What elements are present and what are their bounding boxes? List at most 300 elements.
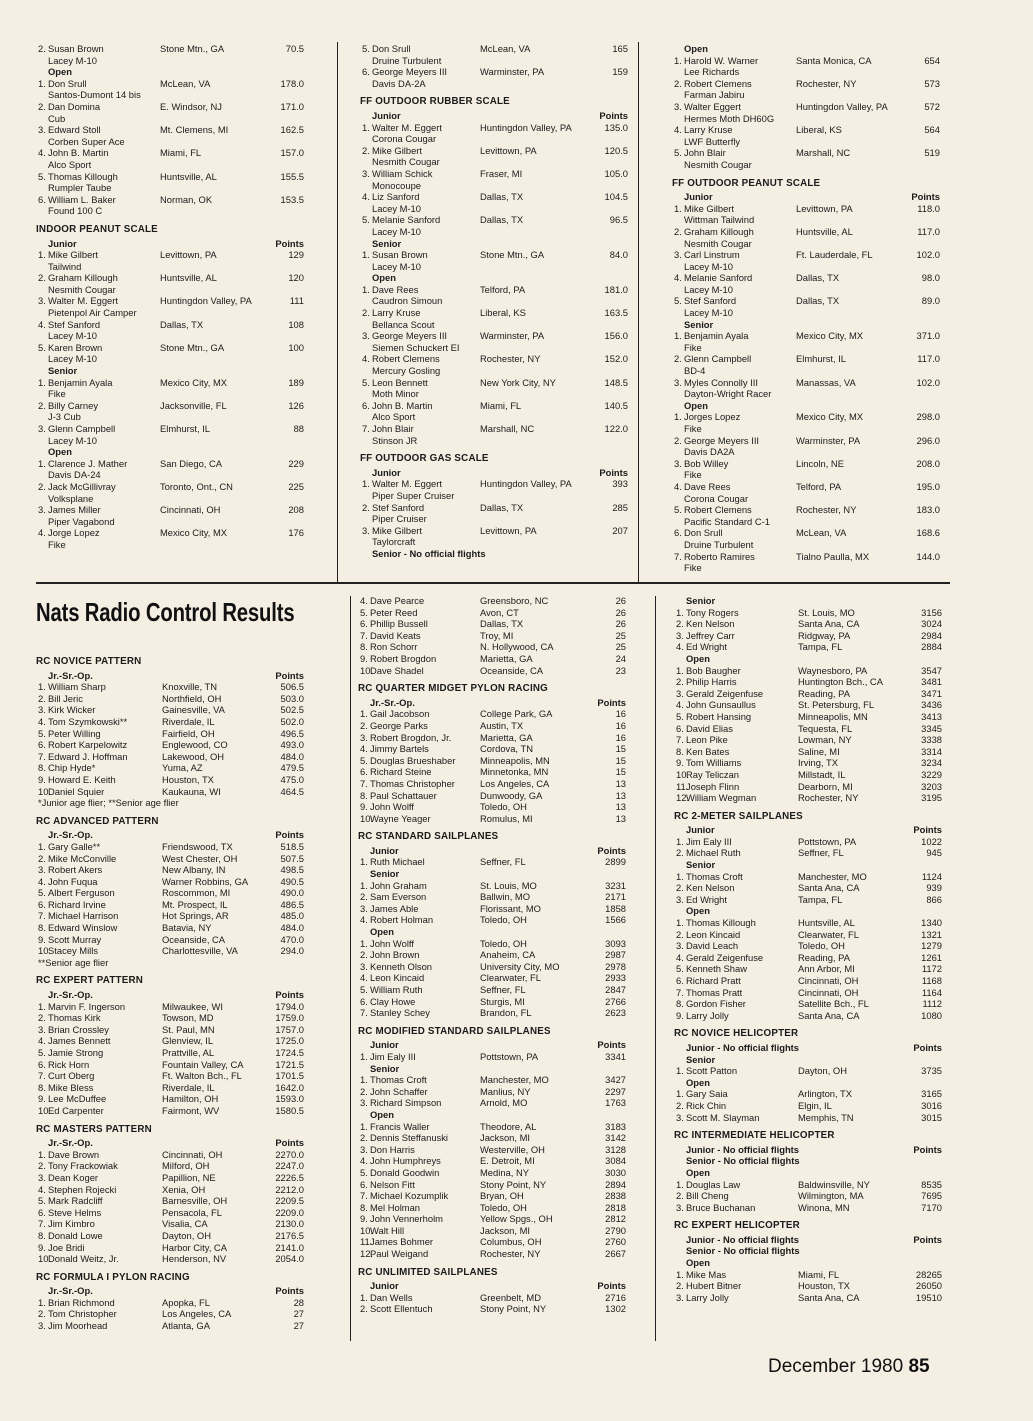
hometown: Warner Robbins, GA	[162, 875, 249, 887]
hometown: Seffner, FL	[480, 984, 526, 995]
contestant-name: Howard E. Keith	[48, 773, 116, 785]
score: 1112	[922, 998, 942, 1010]
result-row	[36, 1024, 308, 1036]
result-row	[674, 871, 946, 883]
contestant-name: James Able	[370, 902, 419, 914]
contestant-name: Donald Goodwin	[370, 1166, 440, 1178]
hometown: Avon, CT	[480, 606, 519, 618]
hometown: Clearwater, FL	[798, 928, 859, 940]
hometown: Fraser, MI	[480, 167, 523, 179]
contestant-name: Douglas Law	[686, 1178, 741, 1190]
hometown: Dearborn, MI	[798, 780, 853, 792]
placing: 4.	[38, 527, 46, 539]
result-row	[36, 945, 308, 957]
hometown: Levittown, PA	[480, 524, 537, 536]
score: 2667	[605, 1248, 626, 1260]
contestant-name: Gerald Zeigenfuse	[686, 687, 764, 699]
contestant-name: Jorges Lopez	[684, 411, 741, 423]
placing: 1.	[360, 708, 368, 720]
score: 1642.0	[275, 1081, 304, 1093]
contestant-name: Dan Wells	[370, 1291, 413, 1303]
result-row	[36, 899, 308, 911]
placing: 2.	[674, 225, 682, 237]
hometown: Marietta, GA	[480, 652, 533, 664]
placing: 9.	[38, 1241, 46, 1253]
aircraft-model: Pacific Standard C-1	[684, 515, 770, 527]
hometown: Cincinnati, OH	[162, 1148, 223, 1160]
result-row	[360, 478, 632, 490]
score: 208.0	[916, 457, 940, 469]
placing: 6.	[38, 1058, 46, 1070]
result-row	[358, 708, 630, 720]
no-flights-note: Junior - No official flights	[686, 1143, 800, 1155]
score: 1080	[921, 1009, 942, 1021]
aircraft-model: Fike	[684, 341, 702, 353]
placing: 4.	[38, 1183, 46, 1195]
category-label: Jr.-Sr.-Op.	[48, 1285, 93, 1297]
result-row	[674, 630, 946, 642]
result-row	[358, 1051, 630, 1063]
result-row	[36, 1047, 308, 1059]
result-row	[36, 1320, 308, 1332]
score: 104.5	[604, 191, 628, 203]
points-column-header: Points	[597, 844, 626, 856]
result-row	[358, 891, 630, 903]
points-column-header: Points	[597, 1280, 626, 1292]
points-column-header: Points	[275, 829, 304, 841]
score: 26050	[915, 1280, 942, 1292]
score: 506.5	[280, 681, 304, 693]
score: 484.0	[280, 750, 304, 762]
placing: 2.	[676, 1190, 684, 1202]
hometown: Jackson, MI	[480, 1224, 531, 1236]
contestant-name: Harold W. Warner	[684, 54, 759, 66]
score: 208	[288, 504, 304, 516]
result-row	[358, 755, 630, 767]
contestant-name: John Fuqua	[48, 875, 98, 887]
hometown: Reading, PA	[798, 951, 850, 963]
placing: 2.	[676, 676, 684, 688]
hometown: Millstadt, IL	[798, 768, 846, 780]
score: 2987	[605, 949, 626, 961]
score: 654	[924, 54, 940, 66]
score: 3016	[921, 1099, 942, 1111]
placing: 2.	[38, 692, 46, 704]
score: 3341	[605, 1050, 626, 1062]
score: 2894	[605, 1178, 626, 1190]
hometown: Greensboro, NC	[480, 595, 549, 606]
placing: 2.	[38, 1012, 46, 1024]
hometown: Rochester, NY	[796, 504, 857, 516]
hometown: Pensacola, FL	[162, 1206, 222, 1218]
hometown: Dayton, OH	[798, 1065, 847, 1077]
result-row	[358, 665, 630, 677]
category-label: Junior	[686, 824, 715, 836]
hometown: Riverdale, IL	[162, 715, 215, 727]
score: 2933	[605, 972, 626, 984]
contestant-name: John Graham	[370, 879, 427, 891]
placing: 3.	[676, 629, 684, 641]
result-row	[36, 1230, 308, 1242]
contestant-name: Walter M. Eggert	[372, 478, 442, 490]
no-flights-note: Senior - No official flights	[372, 547, 486, 559]
free-flight-column-1	[36, 43, 308, 558]
points-column-header: Points	[913, 1143, 942, 1155]
hometown: Huntsville, AL	[160, 272, 217, 284]
hometown: Xenia, OH	[162, 1183, 206, 1195]
score: 3547	[921, 664, 942, 676]
hometown: St. Louis, MO	[798, 606, 855, 618]
score: 1725.0	[275, 1035, 304, 1047]
result-row	[36, 171, 308, 183]
contestant-name: James Bennett	[48, 1035, 111, 1047]
rc-results-heading: Nats Radio Control Results	[36, 597, 295, 627]
score: 129	[288, 249, 304, 261]
contestant-name: Thomas Croft	[686, 870, 743, 882]
aircraft-model: Fike	[684, 423, 702, 434]
contestant-name: Joseph Flinn	[686, 780, 740, 792]
result-row	[36, 342, 308, 354]
score: 1124	[921, 870, 942, 882]
placing: 7.	[38, 910, 46, 922]
hometown: Rochester, NY	[796, 77, 857, 89]
placing: 10.	[38, 945, 52, 957]
result-row	[36, 1059, 308, 1071]
placing: 1.	[360, 1120, 368, 1132]
score: 1763	[605, 1097, 626, 1109]
placing: 2.	[360, 1303, 368, 1315]
contestant-name: Scott Ellentuch	[370, 1303, 433, 1315]
aircraft-model: Lacey M-10	[48, 330, 97, 342]
score: 3015	[921, 1111, 942, 1123]
aircraft-model: Tailwind	[48, 260, 82, 272]
placing: 6.	[38, 898, 46, 910]
placing: 2.	[674, 434, 682, 446]
result-row	[674, 641, 946, 653]
contestant-name: Peter Willing	[48, 727, 101, 739]
hometown: Huntingdon Valley, PA	[480, 121, 572, 133]
contestant-name: Stanley Schey	[370, 1007, 430, 1019]
contestant-name: Tom Williams	[686, 757, 742, 769]
contestant-name: Jimmy Bartels	[370, 743, 429, 755]
hometown: Harbor City, CA	[162, 1241, 227, 1253]
score: 2209.0	[275, 1206, 304, 1218]
result-row	[674, 1269, 946, 1281]
result-row	[674, 665, 946, 677]
hometown: Miami, FL	[480, 399, 522, 411]
placing: 2.	[38, 480, 46, 492]
contestant-name: Thomas Killough	[48, 170, 118, 182]
score: 3142	[605, 1132, 626, 1144]
score: 3093	[605, 937, 626, 949]
score: 498.5	[280, 864, 304, 876]
score: 371.0	[916, 330, 940, 342]
contestant-name: Bob Willey	[684, 457, 729, 469]
hometown: Oceanside, CA	[480, 664, 544, 676]
placing: 1.	[38, 249, 46, 261]
placing: 8.	[360, 789, 368, 801]
placing: 4.	[676, 641, 684, 653]
placing: 2.	[38, 1160, 46, 1172]
result-row	[360, 145, 632, 157]
hometown: Atlanta, GA	[162, 1320, 210, 1332]
hometown: Manchester, MO	[798, 870, 867, 882]
contestant-name: Ed Wright	[686, 641, 727, 653]
contestant-name: Clay Howe	[370, 995, 416, 1007]
score: 26	[615, 606, 626, 618]
placing: 10.	[38, 1253, 52, 1265]
hometown: Papillion, NE	[162, 1171, 216, 1183]
placing: 2.	[676, 1099, 684, 1111]
category-header-row	[36, 1285, 308, 1297]
contestant-name: William Wegman	[686, 792, 757, 804]
placing: 7.	[674, 550, 682, 562]
result-row	[36, 693, 308, 705]
aircraft-model: Lee Richards	[684, 66, 740, 78]
placing: 9.	[360, 652, 368, 664]
aircraft-model: Cub	[48, 112, 66, 124]
hometown: Stone Mtn., GA	[160, 43, 225, 54]
placing: 2.	[360, 891, 368, 903]
result-row	[36, 481, 308, 493]
score: 19510	[915, 1291, 942, 1303]
results-section	[674, 1220, 946, 1303]
placing: 3.	[38, 504, 46, 516]
section-title: RC FORMULA I PYLON RACING	[36, 1271, 190, 1283]
result-row	[674, 987, 946, 999]
contestant-name: William Sharp	[48, 681, 106, 693]
section-title: RC EXPERT HELICOPTER	[674, 1220, 800, 1232]
category-label: Jr.-Sr.-Op.	[48, 829, 93, 841]
hometown: Santa Ana, CA	[798, 882, 860, 894]
contestant-name: Gordon Fisher	[686, 998, 746, 1010]
hometown: Lowman, NY	[798, 734, 852, 746]
contestant-name: Liz Sanford	[372, 191, 420, 203]
results-section	[674, 811, 946, 1022]
results-section	[36, 1124, 308, 1265]
placing: 9.	[676, 1009, 684, 1021]
contestant-name: Jack McGillivray	[48, 480, 116, 492]
contestant-name: Michael Harrison	[48, 910, 119, 922]
free-flight-column-3	[672, 43, 944, 581]
placing: 7.	[360, 1007, 368, 1019]
placing: 5.	[360, 606, 368, 618]
placing: 5.	[360, 984, 368, 995]
placing: 4.	[38, 1035, 46, 1047]
contestant-name: Walter Eggert	[684, 100, 741, 112]
no-flights-note-row	[674, 1155, 946, 1167]
score: 1261	[921, 951, 942, 963]
contestant-name: Leon Kincaid	[686, 928, 741, 940]
result-row	[36, 504, 308, 516]
placing: 10.	[360, 812, 374, 824]
placing: 3.	[38, 295, 46, 307]
contestant-name: Roberto Ramires	[684, 550, 755, 562]
score: 464.5	[280, 785, 304, 797]
contestant-name: Stephen Rojecki	[48, 1183, 117, 1195]
score: 135.0	[604, 121, 628, 133]
no-flights-note: Senior - No official flights	[686, 1155, 800, 1167]
contestant-name: Wayne Yeager	[370, 812, 431, 824]
result-row	[36, 1253, 308, 1265]
placing: 2.	[38, 1308, 46, 1320]
placing: 1.	[676, 1088, 684, 1100]
result-row	[36, 249, 308, 261]
hometown: Romulus, MI	[480, 812, 533, 824]
contestant-name: Ken Nelson	[686, 882, 735, 894]
aircraft-model: Nesmith Cougar	[684, 158, 752, 170]
hometown: Yellow Spgs., OH	[480, 1213, 553, 1225]
placing: 3.	[676, 687, 684, 699]
score: 1279	[921, 940, 942, 952]
result-row	[672, 527, 944, 539]
score: 155.5	[280, 170, 304, 182]
placing: 5.	[676, 963, 684, 975]
result-row	[358, 813, 630, 825]
hometown: Memphis, TN	[798, 1111, 854, 1123]
contestant-name: Thomas Christopher	[370, 777, 455, 789]
hometown: Satellite Bch., FL	[798, 998, 869, 1010]
result-row	[358, 618, 630, 630]
hometown: Batavia, NY	[162, 922, 212, 934]
placing: 1.	[38, 77, 46, 89]
placing: 1.	[676, 870, 684, 882]
score: 118.0	[917, 202, 940, 214]
placing: 4.	[676, 699, 684, 711]
contestant-name: Ruth Michael	[370, 856, 425, 868]
contestant-name: Mike Gilbert	[684, 202, 735, 214]
result-row	[358, 1190, 630, 1202]
result-row	[36, 1207, 308, 1219]
placing: 4.	[38, 147, 46, 159]
score: 2760	[605, 1236, 626, 1248]
results-section	[674, 1130, 946, 1213]
placing: 8.	[676, 745, 684, 757]
hometown: Dallas, TX	[480, 214, 524, 226]
placing: 6.	[38, 739, 46, 751]
result-row	[36, 194, 308, 206]
score: 3195	[921, 792, 942, 804]
contestant-name: Dean Koger	[48, 1171, 99, 1183]
result-row	[360, 353, 632, 365]
contestant-name: Joe Bridi	[48, 1241, 85, 1253]
placing: 1.	[38, 1296, 46, 1308]
contestant-name: John Vennerholm	[370, 1213, 443, 1225]
results-section	[360, 96, 632, 446]
aircraft-model: Bellanca Scout	[372, 318, 435, 330]
hometown: Brandon, FL	[480, 1007, 532, 1019]
contestant-name: Clarence J. Mather	[48, 457, 128, 469]
score: 2899	[605, 856, 626, 868]
results-section	[36, 1272, 308, 1332]
score: 1022	[921, 835, 942, 847]
placing: 9.	[38, 1093, 46, 1105]
contestant-name: Dennis Steffanuski	[370, 1132, 448, 1144]
placing: 7.	[360, 629, 368, 641]
contestant-name: John B. Martin	[372, 399, 433, 411]
result-row	[358, 778, 630, 790]
hometown: Stony Point, NY	[480, 1303, 547, 1315]
result-row	[360, 525, 632, 537]
score: 1340	[921, 917, 942, 929]
result-row	[36, 1218, 308, 1230]
hometown: Jacksonville, FL	[160, 399, 227, 411]
placing: 1.	[674, 411, 682, 423]
contestant-name: Bill Cheng	[686, 1190, 729, 1202]
section-title: RC STANDARD SAILPLANES	[358, 831, 499, 843]
contestant-name: Stef Sanford	[684, 295, 737, 307]
contestant-name: Francis Waller	[370, 1120, 430, 1132]
contestant-name: Thomas Pratt	[686, 986, 743, 998]
result-row	[358, 1236, 630, 1248]
contestant-name: Robert Brogdon	[370, 652, 437, 664]
placing: 1.	[360, 856, 368, 868]
contestant-name: Richard Simpson	[370, 1097, 442, 1109]
placing: 12.	[676, 792, 690, 804]
contestant-name: Dave Rees	[684, 480, 731, 492]
score: 157.0	[280, 147, 304, 159]
placing: 1.	[38, 1148, 46, 1160]
hometown: Miami, FL	[160, 147, 202, 159]
hometown: Liberal, KS	[796, 124, 842, 136]
score: 23	[615, 664, 626, 676]
placing: 1.	[676, 1065, 684, 1077]
contestant-name: Robert Brogdon, Jr.	[370, 731, 452, 743]
result-row	[36, 423, 308, 435]
result-row	[36, 1001, 308, 1013]
hometown: New Albany, IN	[162, 864, 226, 876]
hometown: Liberal, KS	[480, 307, 526, 319]
score: 102.0	[916, 376, 940, 388]
placing: 6.	[38, 193, 46, 205]
placing: 9.	[38, 773, 46, 785]
hometown: Huntsville, AL	[798, 917, 855, 929]
placing: 4.	[674, 480, 682, 492]
contestant-name: Don Harris	[370, 1143, 415, 1155]
placing: 1.	[38, 681, 46, 693]
placing: 10.	[360, 1224, 374, 1236]
contestant-name: Don Srull	[372, 43, 411, 54]
hometown: Cincinnati, OH	[798, 975, 859, 986]
score: 1566	[605, 914, 626, 926]
result-row	[674, 688, 946, 700]
score: 195.0	[916, 480, 940, 492]
score: 26	[615, 618, 626, 630]
result-row	[674, 757, 946, 769]
result-row	[36, 1242, 308, 1254]
score: 3165	[921, 1088, 942, 1100]
aircraft-model: Fike	[48, 538, 66, 550]
results-section	[36, 43, 308, 217]
result-row	[36, 704, 308, 716]
contestant-name: Jorge Lopez	[48, 527, 100, 539]
result-row	[36, 43, 308, 55]
result-row	[358, 1007, 630, 1019]
result-row	[358, 1202, 630, 1214]
result-row	[358, 653, 630, 665]
score: 502.0	[280, 715, 304, 727]
placing: 6.	[362, 66, 370, 78]
placing: 1.	[676, 1268, 684, 1280]
hometown: Marshall, NC	[796, 147, 851, 159]
placing: 5.	[38, 727, 46, 739]
aircraft-model: Nesmith Cougar	[684, 237, 752, 249]
hometown: Huntingdon Valley, PA	[480, 478, 572, 490]
placing: 9.	[676, 757, 684, 769]
result-row	[674, 975, 946, 987]
result-row	[672, 78, 944, 90]
contestant-name: Stef Sanford	[372, 501, 425, 513]
